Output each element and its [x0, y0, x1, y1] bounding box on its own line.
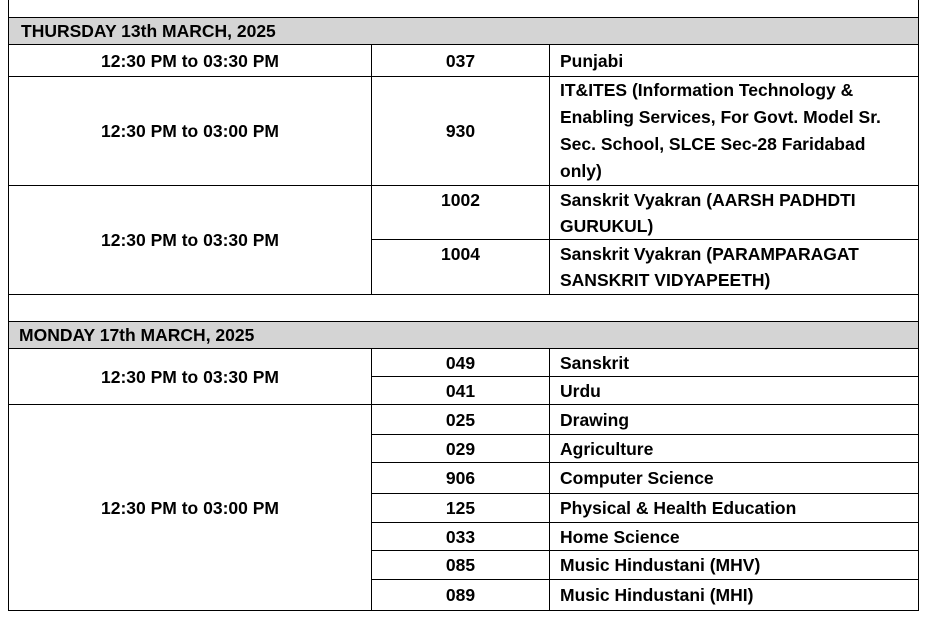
- day-header-row: [9, 18, 919, 45]
- spacer-row: [9, 295, 919, 322]
- subject-name: IT&ITES (Information Technology & Enabling Services, For Govt. Model Sr. Sec. School, SLCE Sec-28 Faridabad only): [550, 77, 919, 186]
- subject-name: Music Hindustani (MHI): [550, 580, 919, 611]
- subject-code: 089: [372, 580, 550, 611]
- table-row: [9, 349, 919, 377]
- subject-name: Home Science: [550, 523, 919, 551]
- time-slot: 12:30 PM to 03:00 PM: [9, 405, 372, 611]
- table-row: [9, 45, 919, 77]
- subject-name: Physical & Health Education: [550, 494, 919, 523]
- subject-code: 025: [372, 405, 550, 435]
- time-slot: 12:30 PM to 03:30 PM: [9, 45, 372, 77]
- subject-code: 085: [372, 551, 550, 580]
- subject-name: Computer Science: [550, 463, 919, 494]
- day-header: THURSDAY 13th MARCH, 2025: [9, 18, 919, 45]
- table-row: [9, 405, 919, 435]
- subject-name: Drawing: [550, 405, 919, 435]
- subject-name: Sanskrit Vyakran (PARAMPARAGAT SANSKRIT VIDYAPEETH): [550, 240, 919, 295]
- subject-name: Punjabi: [550, 45, 919, 77]
- subject-name: Music Hindustani (MHV): [550, 551, 919, 580]
- subject-code: 125: [372, 494, 550, 523]
- subject-name: Sanskrit Vyakran (AARSH PADHDTI GURUKUL): [550, 186, 919, 240]
- subject-code: 033: [372, 523, 550, 551]
- subject-code: 037: [372, 45, 550, 77]
- subject-code: 906: [372, 463, 550, 494]
- table-row: [9, 77, 919, 186]
- subject-code: 041: [372, 377, 550, 405]
- subject-code: 049: [372, 349, 550, 377]
- exam-schedule-table: [8, 0, 919, 611]
- subject-name: Urdu: [550, 377, 919, 405]
- day-header: MONDAY 17th MARCH, 2025: [9, 322, 919, 349]
- subject-name: Agriculture: [550, 435, 919, 463]
- day-header-row: [9, 322, 919, 349]
- empty-cell: [9, 295, 919, 322]
- subject-code: 1002: [372, 186, 550, 240]
- subject-code: 029: [372, 435, 550, 463]
- table-row: [9, 186, 919, 240]
- time-slot: 12:30 PM to 03:30 PM: [9, 186, 372, 295]
- subject-code: 1004: [372, 240, 550, 295]
- subject-name: Sanskrit: [550, 349, 919, 377]
- table-top-row: [9, 0, 919, 18]
- empty-cell: [9, 0, 919, 18]
- subject-code: 930: [372, 77, 550, 186]
- time-slot: 12:30 PM to 03:00 PM: [9, 77, 372, 186]
- time-slot: 12:30 PM to 03:30 PM: [9, 349, 372, 405]
